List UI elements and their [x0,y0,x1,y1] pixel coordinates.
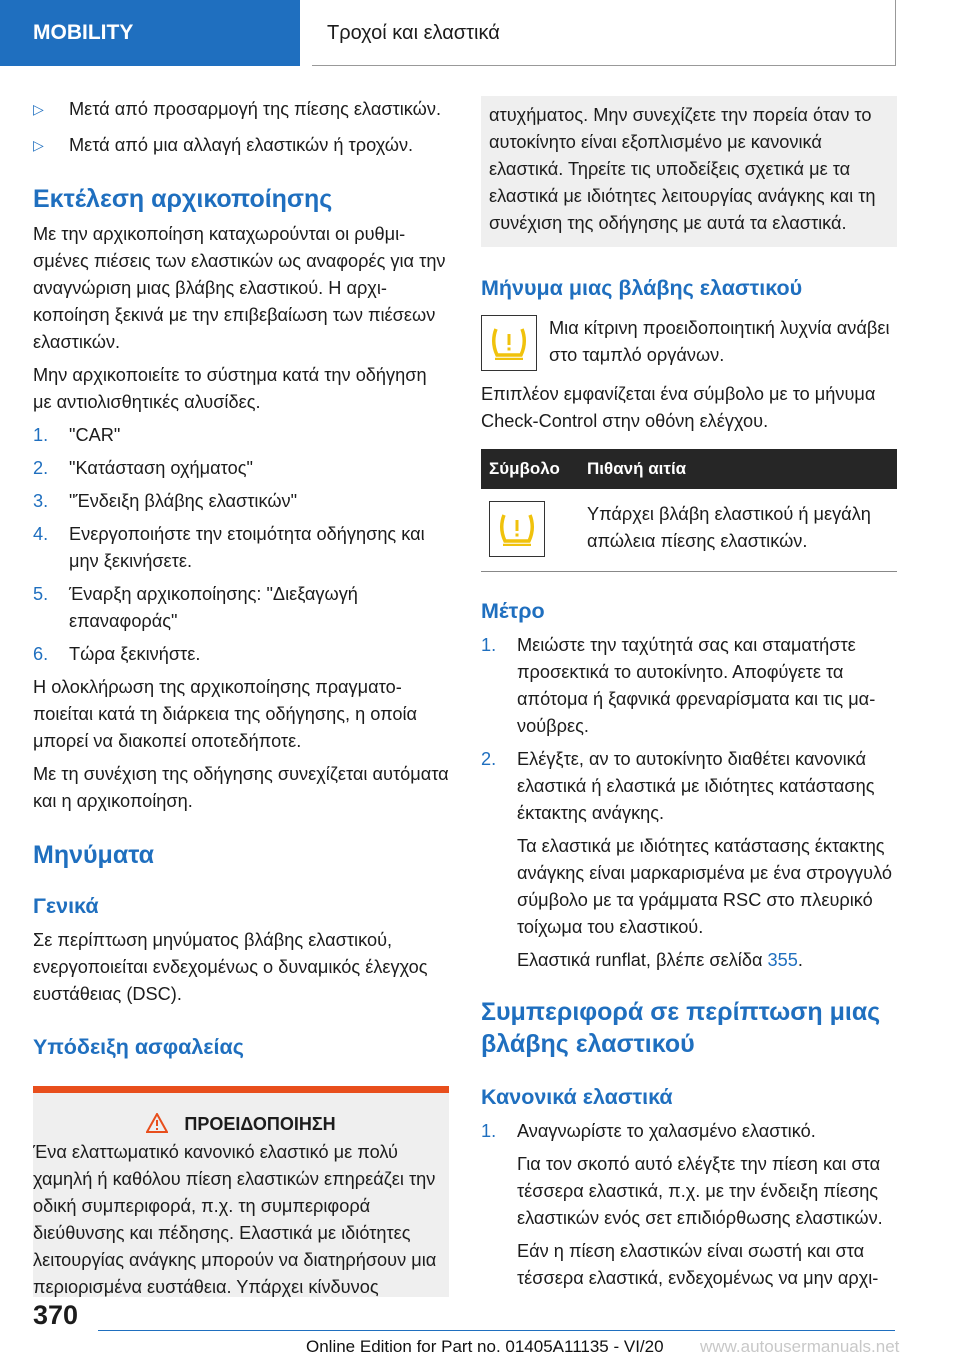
runflat-text: Ελαστικά runflat, βλέπε σελίδα [517,950,768,970]
page-number: 370 [33,1300,79,1330]
paragraph: Για τον σκοπό αυτό ελέγξτε την πίεση και στα τέσσερα ελαστικά, π.χ. με την ένδειξη πίεσης ελαστικών ενός σετ επιδιόρθωσης ελαστικών. [517,1154,883,1228]
step-number: 1. [33,425,49,445]
step-text: Έναρξη αρχικοποίησης: "Διεξαγωγή επαναφοράς" [69,584,358,631]
warning-title: ΠΡΟΕΙΔΟΠΟΙΗΣΗ [184,1114,336,1134]
period: . [797,950,803,970]
warning-box [33,1086,449,1297]
step-item [481,632,897,740]
step-text: Μειώστε την ταχύτητά σας και σταματήστε προσεκτικά το αυτοκίνητο. Αποφύγετε τα απότομα ή ξαφνικά φρεναρίσματα και τις μανούβρες. [517,635,876,736]
paragraph: Εάν η πίεση ελαστικών είναι σωστή και στα τέσσερα ελαστικά, ενδεχομένως να μην αρχι- [517,1241,879,1288]
step-item [481,1118,897,1145]
normal-heading: Κανονικά ελαστικά [481,1085,673,1109]
general-heading: Γενικά [33,894,99,918]
page-link[interactable]: 355 [767,950,798,970]
step-number: 3. [33,491,49,511]
init-heading: Εκτέλεση αρχικοποίησης [33,185,333,213]
step-text: Αναγνωρίστε το χαλασμένο ελαστικό. [517,1121,816,1141]
step-number: 1. [481,1121,497,1141]
step-text: Ενεργοποιήστε την ετοιμότητα οδήγησης και μην ξεκινήσετε. [69,524,425,571]
right-column [481,96,897,1292]
runflat-paragraph [481,947,897,974]
list-item [33,96,449,123]
step-item [33,422,449,449]
step-item [33,521,449,575]
messages-heading: Μηνύματα [33,841,155,869]
warning-triangle-icon [146,1113,168,1133]
step-item [33,488,449,515]
paragraph: Τα ελαστικά με ιδιότητες κατάστασης έκτακτης ανάγκης είναι μαρκαρισμένα με ένα στρογγυλό σύμβολο με τα γράμματα RSC στο πλευρικό τοίχωμα του ελαστικού. [517,836,893,937]
warning-continuation: ατυχήματος. Μην συνεχίζετε την πορεία όταν το αυτοκίνητο είναι εξοπλισμένο με κανονικά ελαστικά. Τηρείτε τις υποδείξεις σχετικά με τα ελαστικά με ιδιότητες λειτουργίας ανάγκης και τη συνέχιση της οδήγησης με αυτά τα ελαστικά. [481,96,897,247]
watermark: www.autousermanuals.net [700,1337,900,1356]
message-table [481,449,897,572]
safety-heading: Υπόδειξη ασφαλείας [33,1035,244,1059]
paragraph: Με τη συνέχιση της οδήγησης συνεχίζεται αυτόματα και η αρχικοποίηση. [33,764,449,811]
bullet-triangle-icon: ▷ [33,137,44,153]
table-row [481,489,897,572]
step-text: "Ένδειξη βλάβης ελαστικών" [69,491,298,511]
warning-text: Ένα ελαττωματικό κανονικό ελαστικό με πολύ χαμηλή ή καθόλου πίεση ελαστικών επηρεάζει την οδική συμπεριφορά, π.χ. τη συμπεριφορά διεύθυνσης και πέδησης. Ελαστικά με ιδιότητες λειτουργίας ανάγκης μπορούν να διατηρήσουν μια περιορισμένα ευστάθεια. Υπάρχει κίνδυνος [33,1142,437,1297]
step-text: "Κατάσταση οχήματος" [69,458,253,478]
step-number: 5. [33,584,49,604]
step-number: 6. [33,644,49,664]
fault-heading: Μήνυμα μιας βλάβης ελαστικού [481,276,803,300]
step-item [33,455,449,482]
step-item [33,581,449,635]
paragraph: Σε περίπτωση μηνύματος βλάβης ελαστικού, ενεργοποιείται ενδεχομένως ο δυναμικός έλεγχος ευστάθειας (DSC). [33,930,428,1004]
bullet-triangle-icon: ▷ [33,101,44,117]
table-header-symbol: Σύμβολο [481,449,579,489]
step-number: 4. [33,524,49,544]
paragraph: Η ολοκλήρωση της αρχικοποίησης πραγματοποιείται κατά τη διάρκεια της οδήγησης, η οποία μπορεί να διακοπεί οποτεδήποτε. [33,677,418,751]
step-number: 1. [481,635,497,655]
step-text: Τώρα ξεκινήστε. [69,644,201,664]
lamp-text: Μια κίτρινη προειδοποιητική λυχνία ανάβει στο ταμπλό οργάνων. [549,318,890,365]
section-tab[interactable]: MOBILITY [0,0,300,66]
paragraph: Με την αρχικοποίηση καταχωρούνται οι ρυθμισμένες πιέσεις των ελαστικών ως αναφορές για την αναγνώριση μιας βλάβης ελαστικού. Η αρχικοποίηση ξεκινά με την επιβεβαίωση των πιέσεων ελαστικών. [33,224,446,352]
footer-divider [98,1330,895,1331]
step-number: 2. [481,749,497,769]
step-item [33,641,449,668]
table-header-row [481,449,897,489]
steps-list [33,422,449,668]
warning-header [33,1093,449,1139]
step-text: "CAR" [69,425,121,445]
chapter-title: Τροχοί και ελαστικά [312,0,896,66]
table-header-cause: Πιθανή αιτία [579,449,897,489]
tire-pressure-warning-icon [489,501,545,557]
table-cell-cause: Υπάρχει βλάβη ελαστικού ή μεγάλη απώλεια πίεσης ελαστικών. [579,489,897,572]
paragraph: Μην αρχικοποιείτε το σύστημα κατά την οδήγηση με αντιολισθητικές αλυσίδες. [33,365,427,412]
list-item-text: Μετά από προσαρμογή της πίεσης ελαστικών. [69,99,442,119]
left-column [33,96,449,1297]
step-number: 2. [33,458,49,478]
footer-edition: Online Edition for Part no. 01405A11135 - VI/20 [306,1337,664,1356]
tire-pressure-warning-icon [481,315,537,371]
measures-heading: Μέτρο [481,599,545,623]
warning-bar [33,1086,449,1093]
step-item [481,746,897,827]
list-item-text: Μετά από μια αλλαγή ελαστικών ή τροχών. [69,135,414,155]
behavior-heading: Συμπεριφορά σε περίπτωση μιας βλάβης ελαστικού [481,998,881,1058]
paragraph: Επιπλέον εμφανίζεται ένα σύμβολο με το μήνυμα Check-Control στην οθόνη ελέγχου. [481,384,876,431]
table-cell-symbol [481,489,579,572]
lamp-row [481,315,897,371]
list-item [33,132,449,159]
step-text: Ελέγξτε, αν το αυτοκίνητο διαθέτει κανονικά ελαστικά ή ελαστικά με ιδιότητες κατάστασης έκτακτης ανάγκης. [517,749,875,823]
